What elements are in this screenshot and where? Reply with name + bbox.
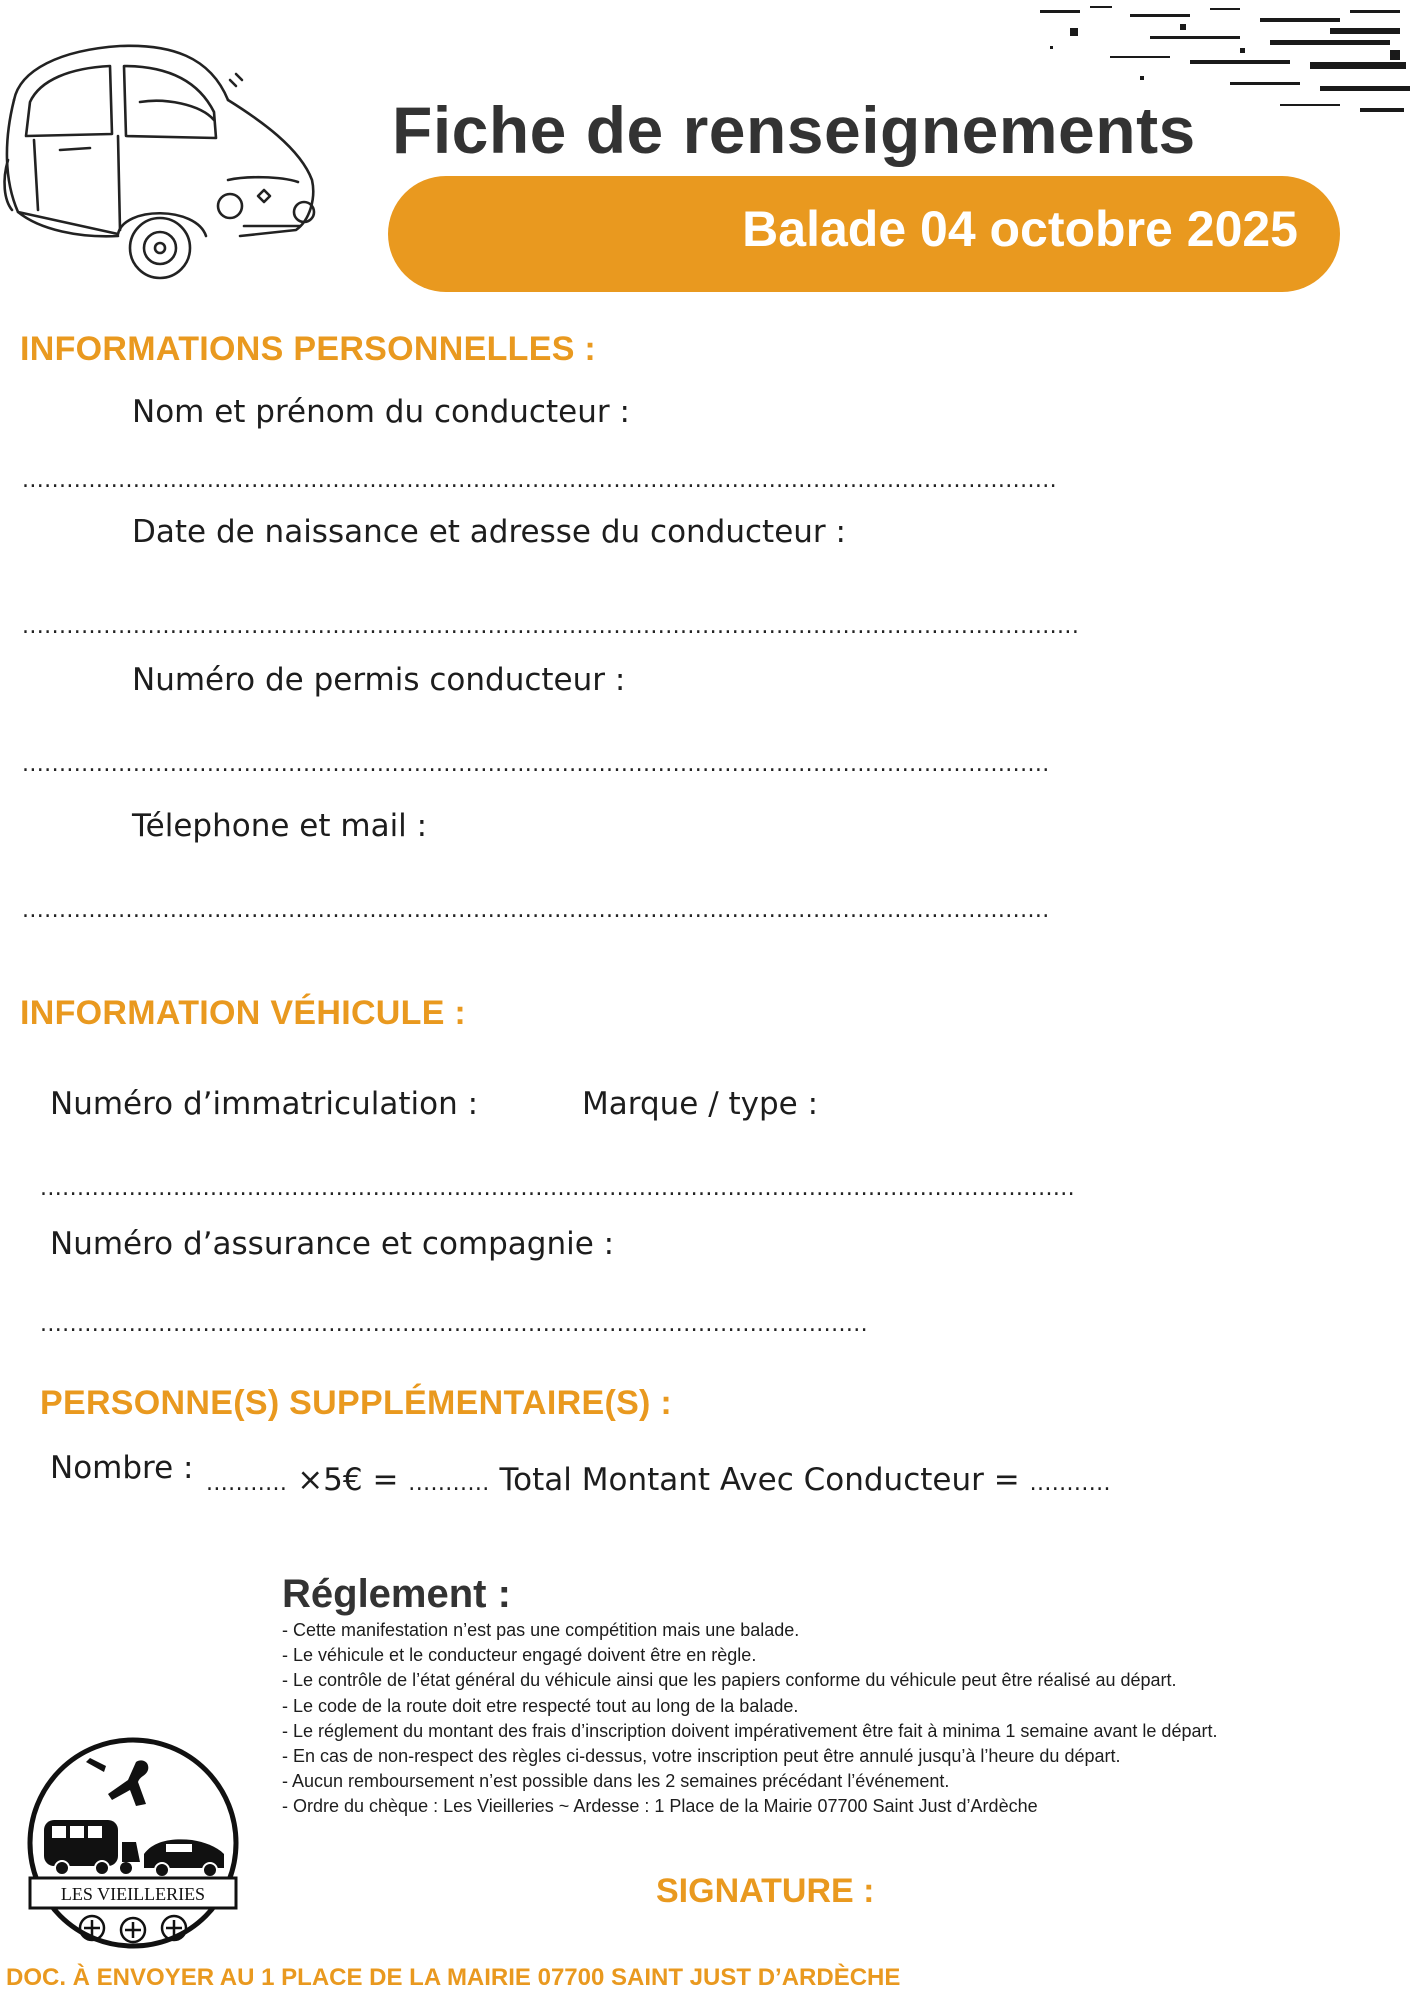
phone-email-field[interactable]: ...........................................................................................................................................: [22, 898, 1050, 923]
driver-name-label: Nom et prénom du conducteur :: [132, 394, 630, 430]
subtotal-field[interactable]: ...........: [408, 1471, 490, 1496]
rules-title: Réglement :: [282, 1572, 511, 1616]
section-heading-vehicle: INFORMATION VÉHICULE :: [20, 994, 467, 1032]
insurance-field[interactable]: ................................................................................................................: [40, 1312, 869, 1337]
rules-list: [282, 1618, 1402, 1820]
birthdate-address-label: Date de naissance et adresse du conducteur :: [132, 514, 846, 550]
les-vieilleries-logo-icon: [26, 1736, 240, 1950]
section-heading-personal: INFORMATIONS PERSONNELLES :: [20, 330, 597, 368]
driver-name-field[interactable]: ............................................................................................................................................: [22, 468, 1058, 493]
birthdate-address-field[interactable]: ...............................................................................................................................................: [22, 614, 1080, 639]
extra-calculation-row: [206, 1462, 1111, 1498]
rule-item: - Cette manifestation n’est pas une compétition mais une balade.: [282, 1620, 800, 1640]
phone-email-label: Télephone et mail :: [132, 808, 428, 844]
rule-item: - Le contrôle de l’état général du véhicule ainsi que les papiers conforme du véhicule peut être réalisé au départ.: [282, 1670, 1177, 1691]
total-amount-field[interactable]: ...........: [1029, 1471, 1111, 1496]
signature-label: SIGNATURE :: [656, 1872, 875, 1910]
logo-club-name: LES VIEILLERIES: [60, 1884, 206, 1904]
vehicle-info-field[interactable]: ............................................................................................................................................: [40, 1176, 1076, 1201]
event-date-label: Balade 04 octobre 2025: [742, 201, 1298, 257]
rule-item: - Le réglement du montant des frais d’inscription doivent impérativement être fait à minima 1 semaine avant le départ.: [282, 1720, 1218, 1741]
license-number-field[interactable]: ...........................................................................................................................................: [22, 752, 1050, 777]
total-amount-label: Total Montant Avec Conducteur =: [499, 1462, 1020, 1498]
number-field[interactable]: ...........: [206, 1471, 288, 1496]
number-label: Nombre :: [50, 1450, 194, 1486]
vintage-car-icon: [0, 30, 330, 280]
event-banner: [388, 176, 1340, 292]
page-title: Fiche de renseignements: [392, 93, 1196, 167]
rule-item: - En cas de non-respect des règles ci-dessus, votre inscription peut être annulé jusqu’à l’heure du départ.: [282, 1746, 1121, 1767]
price-multiplier: ×5€ =: [297, 1462, 399, 1498]
rule-item: - Ordre du chèque : Les Vieilleries ~ Ardesse : 1 Place de la Mairie 07700 Saint Just d’Ardèche: [282, 1796, 1038, 1817]
registration-number-label: Numéro d’immatriculation :: [50, 1086, 479, 1122]
section-heading-extra-persons: PERSONNE(S) SUPPLÉMENTAIRE(S) :: [40, 1384, 673, 1422]
license-number-label: Numéro de permis conducteur :: [132, 662, 626, 698]
make-model-label: Marque / type :: [582, 1086, 819, 1122]
rule-item: - Aucun remboursement n’est possible dans les 2 semaines précédant l’événement.: [282, 1771, 950, 1792]
insurance-label: Numéro d’assurance et compagnie :: [50, 1226, 615, 1262]
footer-address: DOC. À ENVOYER AU 1 PLACE DE LA MAIRIE 07700 SAINT JUST D’ARDÈCHE: [6, 1964, 901, 1991]
rule-item: - Le code de la route doit etre respecté tout au long de la balade.: [282, 1695, 799, 1716]
rule-item: - Le véhicule et le conducteur engagé doivent être en règle.: [282, 1645, 757, 1666]
